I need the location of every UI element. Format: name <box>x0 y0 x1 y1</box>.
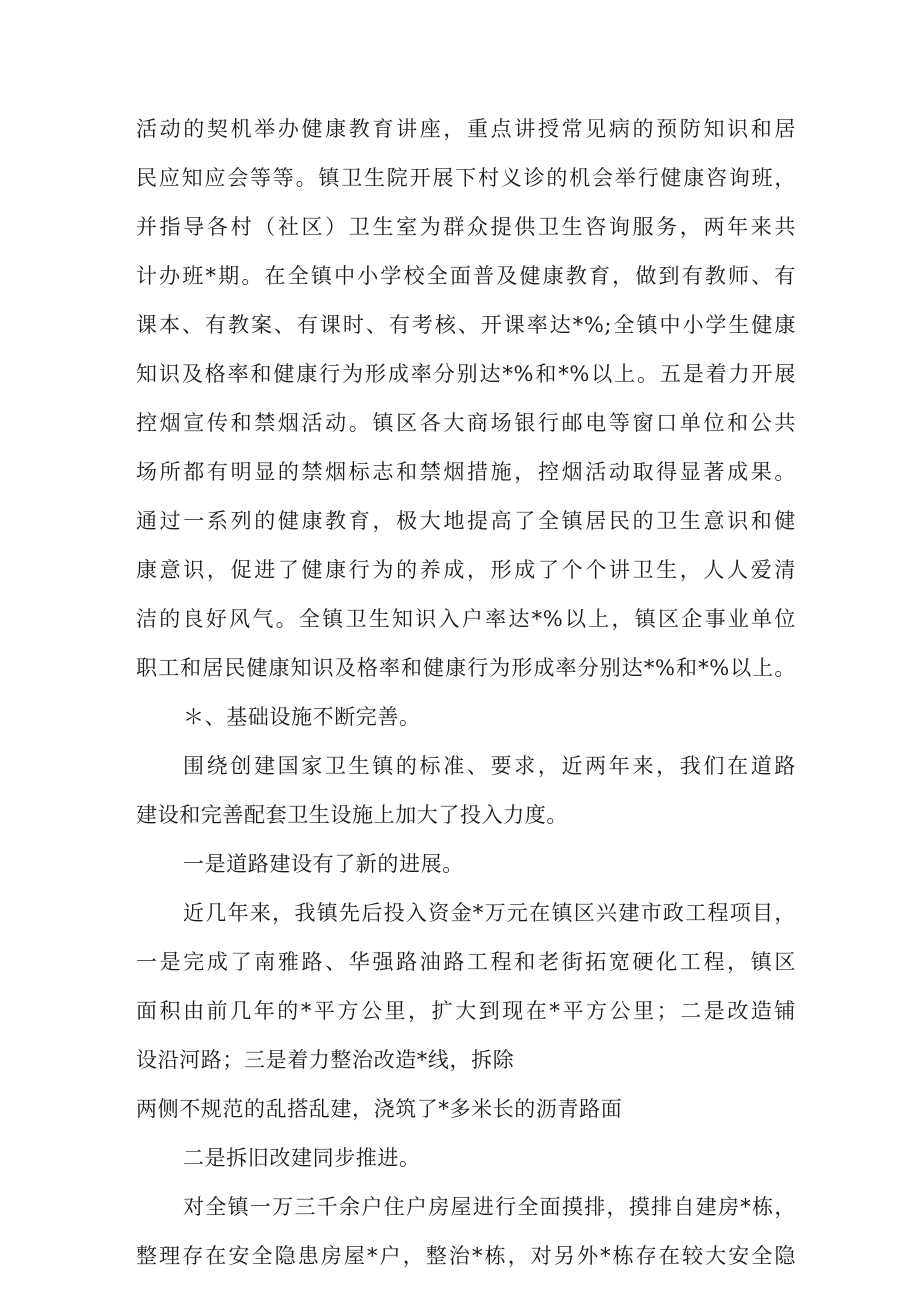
text-line: 整理存在安全隐患房屋*户，整治*栋，对另外*栋存在较大安全隐 <box>136 1244 796 1268</box>
text-line: 洁的良好风气。全镇卫生知识入户率达*%以上，镇区企事业单位 <box>136 607 796 631</box>
text-line: 近几年来，我镇先后投入资金*万元在镇区兴建市政工程项目， <box>183 901 796 925</box>
section-heading: ＊、基础设施不断完善。 <box>183 705 421 729</box>
text-line: 民应知应会等等。镇卫生院开展下村义诊的机会举行健康咨询班， <box>136 166 796 190</box>
text-line: 并指导各村（社区）卫生室为群众提供卫生咨询服务，两年来共 <box>136 215 796 239</box>
subsection-heading: 一是道路建设有了新的进展。 <box>183 852 464 876</box>
text-line: 建设和完善配套卫生设施上加大了投入力度。 <box>136 803 568 827</box>
text-line: 课本、有教案、有课时、有考核、开课率达*%;全镇中小学生健康 <box>136 313 796 337</box>
text-line: 面积由前几年的*平方公里，扩大到现在*平方公里；二是改造铺 <box>136 999 796 1023</box>
text-line: 场所都有明显的禁烟标志和禁烟措施，控烟活动取得显著成果。 <box>136 460 796 484</box>
text-line: 职工和居民健康知识及格率和健康行为形成率分别达*%和*%以上。 <box>136 656 796 680</box>
text-line: 围绕创建国家卫生镇的标准、要求，近两年来，我们在道路 <box>183 754 796 778</box>
text-line: 康意识，促进了健康行为的养成，形成了个个讲卫生，人人爱清 <box>136 558 796 582</box>
text-line: 两侧不规范的乱搭乱建，浇筑了*多米长的沥青路面 <box>136 1097 623 1121</box>
text-line: 活动的契机举办健康教育讲座，重点讲授常见病的预防知识和居 <box>136 117 796 141</box>
text-line: 知识及格率和健康行为形成率分别达*%和*%以上。五是着力开展 <box>136 362 796 386</box>
text-line: 设沿河路；三是着力整治改造*线，拆除 <box>136 1048 515 1072</box>
subsection-heading: 二是拆旧改建同步推进。 <box>183 1146 421 1170</box>
text-line: 一是完成了南雅路、华强路油路工程和老街拓宽硬化工程，镇区 <box>136 950 796 974</box>
text-line: 计办班*期。在全镇中小学校全面普及健康教育，做到有教师、有 <box>136 264 796 288</box>
text-line: 通过一系列的健康教育，极大地提高了全镇居民的卫生意识和健 <box>136 509 796 533</box>
text-line: 对全镇一万三千余户住户房屋进行全面摸排，摸排自建房*栋， <box>183 1195 796 1219</box>
text-line: 控烟宣传和禁烟活动。镇区各大商场银行邮电等窗口单位和公共 <box>136 411 796 435</box>
